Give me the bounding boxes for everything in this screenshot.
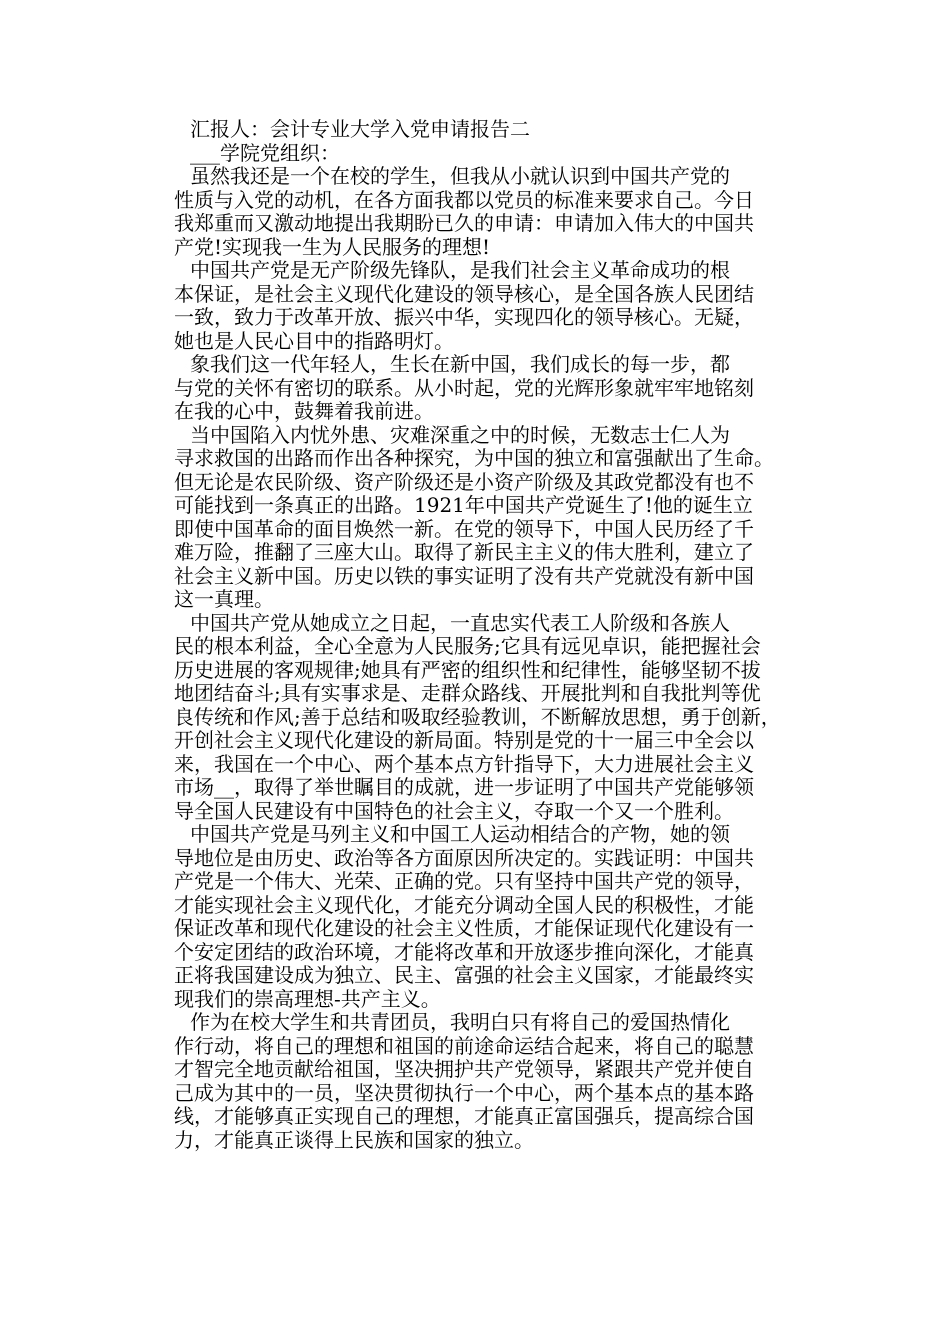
doc-line: 可能找到一条真正的出路。1921年中国共产党诞生了!他的诞生立 [174, 493, 753, 517]
doc-line: 社会主义新中国。历史以铁的事实证明了没有共产党就没有新中国 [174, 563, 754, 588]
document-body [174, 118, 804, 1152]
doc-line: 中国共产党是无产阶级先锋队，是我们社会主义革命成功的根 [190, 258, 730, 282]
doc-line: 历史进展的客观规律;她具有严密的组织性和纪律性，能够坚韧不拔 [174, 657, 761, 682]
doc-line: 市场__，取得了举世瞩目的成就，进一步证明了中国共产党能够领 [174, 775, 754, 799]
doc-line: 才智完全地贡献给祖国，坚决拥护共产党领导，紧跟共产党并使自 [174, 1057, 754, 1081]
doc-line: 产党!实现我一生为人民服务的理想! [174, 234, 491, 259]
doc-line: 即使中国革命的面目焕然一新。在党的领导下，中国人民历经了千 [174, 516, 754, 541]
doc-line: 性质与入党的动机，在各方面我都以党员的标准来要求自己。今日 [174, 187, 754, 212]
doc-line: 线，才能够真正实现自己的理想，才能真正富国强兵，提高综合国 [174, 1104, 754, 1128]
doc-line: 现我们的崇高理想-共产主义。 [174, 986, 441, 1011]
doc-line: 才能实现社会主义现代化，才能充分调动全国人民的积极性，才能 [174, 892, 754, 917]
doc-line: 开创社会主义现代化建设的新局面。特别是党的十一届三中全会以 [174, 728, 754, 752]
doc-line: 在我的心中，鼓舞着我前进。 [174, 399, 434, 423]
doc-line: 力，才能真正谈得上民族和国家的独立。 [174, 1127, 534, 1152]
doc-line: 正将我国建设成为独立、民主、富强的社会主义国家，才能最终实 [174, 963, 754, 987]
doc-line: 作为在校大学生和共青团员，我明白只有将自己的爱国热情化 [190, 1010, 730, 1034]
doc-line: 难万险，推翻了三座大山。取得了新民主主义的伟大胜利，建立了 [174, 540, 754, 564]
doc-line: 良传统和作风;善于总结和吸取经验教训，不断解放思想，勇于创新， [174, 704, 781, 729]
doc-line: 导地位是由历史、政治等各方面原因所决定的。实践证明：中国共 [174, 845, 754, 870]
doc-line: 我郑重而又激动地提出我期盼已久的申请：申请加入伟大的中国共 [174, 211, 754, 235]
doc-line: 中国共产党是马列主义和中国工人运动相结合的产物，她的领 [190, 822, 730, 846]
doc-line: 导全国人民建设有中国特色的社会主义，夺取一个又一个胜利。 [174, 798, 734, 823]
doc-line: 中国共产党从她成立之日起，一直忠实代表工人阶级和各族人 [190, 610, 730, 635]
doc-line: 己成为其中的一员，坚决贯彻执行一个中心，两个基本点的基本路 [174, 1080, 754, 1105]
doc-line: 民的根本利益，全心全意为人民服务;它具有远见卓识，能把握社会 [174, 634, 761, 658]
doc-line: 作行动，将自己的理想和祖国的前途命运结合起来，将自己的聪慧 [174, 1033, 754, 1058]
doc-line: ___学院党组织： [190, 140, 340, 165]
doc-line: 个安定团结的政治环境，才能将改革和开放逐步推向深化，才能真 [174, 939, 754, 964]
doc-line: 寻求救国的出路而作出各种探究，为中国的独立和富强献出了生命。 [174, 446, 774, 470]
doc-line: 但无论是农民阶级、资产阶级还是小资产阶级及其政党都没有也不 [174, 469, 754, 494]
doc-line: 与党的关怀有密切的联系。从小时起，党的光辉形象就牢牢地铭刻 [174, 375, 754, 400]
doc-line: 汇报人：会计专业大学入党申请报告二 [190, 117, 530, 141]
doc-line: 来，我国在一个中心、两个基本点方针指导下，大力进展社会主义 [174, 751, 754, 776]
doc-line: 本保证，是社会主义现代化建设的领导核心，是全国各族人民团结 [174, 281, 754, 306]
doc-line: 地团结奋斗;具有实事求是、走群众路线、开展批判和自我批判等优 [174, 681, 761, 705]
doc-line: 虽然我还是一个在校的学生，但我从小就认识到中国共产党的 [190, 164, 730, 188]
doc-line: 当中国陷入内忧外患、灾难深重之中的时候，无数志士仁人为 [190, 422, 730, 447]
doc-line: 保证改革和现代化建设的社会主义性质，才能保证现代化建设有一 [174, 916, 754, 940]
doc-line: 她也是人民心目中的指路明灯。 [174, 328, 454, 353]
doc-line: 象我们这一代年轻人，生长在新中国，我们成长的每一步，都 [190, 352, 730, 376]
doc-line: 这一真理。 [174, 587, 274, 611]
doc-line: 一致，致力于改革开放、振兴中华，实现四化的领导核心。无疑， [174, 305, 754, 329]
doc-line: 产党是一个伟大、光荣、正确的党。只有坚持中国共产党的领导， [174, 869, 754, 893]
